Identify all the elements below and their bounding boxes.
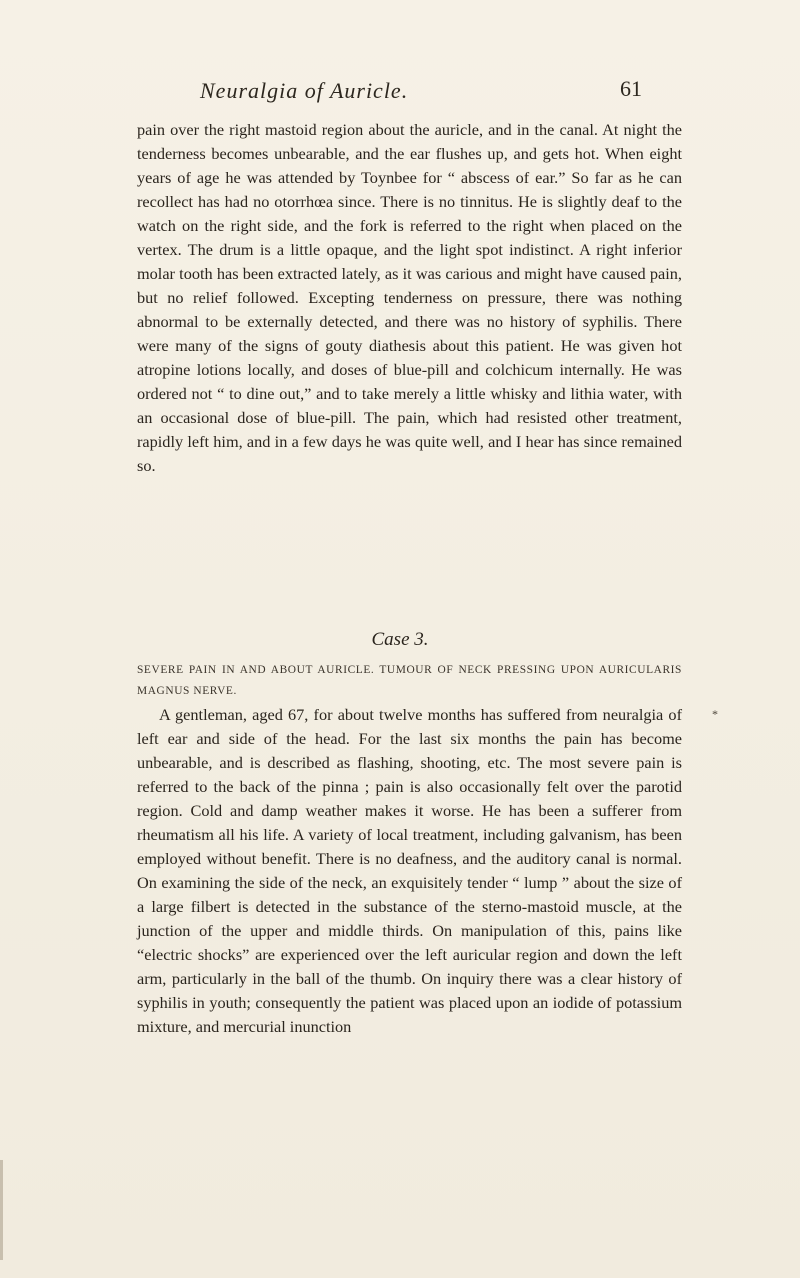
paragraph-continued: pain over the right mastoid region about the auricle, and in the canal. At night the tenderness becomes unbearable, and the ear flushes up, and gets hot. When eight years of age he was attended by Toynbee for “ abscess of ear.” So far as he can recollect has had no otorrhœa since. There is no tinnitus. He is slightly deaf to the watch on the right side, and the fork is referred to the right when placed on the vertex. The drum is a little opaque, and the light spot indistinct. A right inferior molar tooth has been extracted lately, as it was carious and might have caused pain, but no relief followed. Excepting tenderness on pressure, there was nothing abnormal to be externally detected, and there was no history of syphilis. There were many of the signs of gouty diathesis about this patient. He was given hot atropine lotions locally, and doses of blue-pill and colchicum internally. He was ordered not “ to dine out,” and to take merely a little whisky and lithia water, with an occasional dose of blue-pill. The pain, which had resisted other treatment, rapidly left him, and in a few days he was quite well, and I hear has since remained so. (137, 120, 682, 475)
case-subtitle: SEVERE PAIN IN AND ABOUT AURICLE. TUMOUR OF NECK PRESSING UPON AURICULARIS MAGNUS NERVE. (137, 664, 682, 697)
margin-mark: * (712, 707, 718, 721)
page-number: 61 (620, 76, 642, 101)
page-edge-shadow (0, 1160, 3, 1260)
running-title: Neuralgia of Auricle. (200, 78, 409, 103)
paragraph-case-3: A gentleman, aged 67, for about twelve months has suffered from neuralgia of left ear and side of the head. For the last six months the pain has become unbearable, and is described as flashing, shooting, etc. The most severe pain is referred to the back of the pinna ; pain is also occasionally felt over the parotid region. Cold and damp weather makes it worse. He has been a sufferer from rheumatism all his life. A variety of local treatment, including galvanism, has been employed without benefit. There is no deafness, and the auditory canal is normal. On examining the side of the neck, an exquisitely tender “ lump ” about the size of a large filbert is detected in the substance of the sterno-mastoid muscle, at the junction of the upper and middle thirds. On manipulation of this, pains like “electric shocks” are experienced over the left auricular region and down the left arm, particularly in the ball of the thumb. On inquiry there was a clear history of syphilis in youth; consequently the patient was placed upon an iodide of potassium mixture, and mercurial inunction (137, 705, 682, 1036)
case-heading: Case 3. (371, 629, 429, 650)
